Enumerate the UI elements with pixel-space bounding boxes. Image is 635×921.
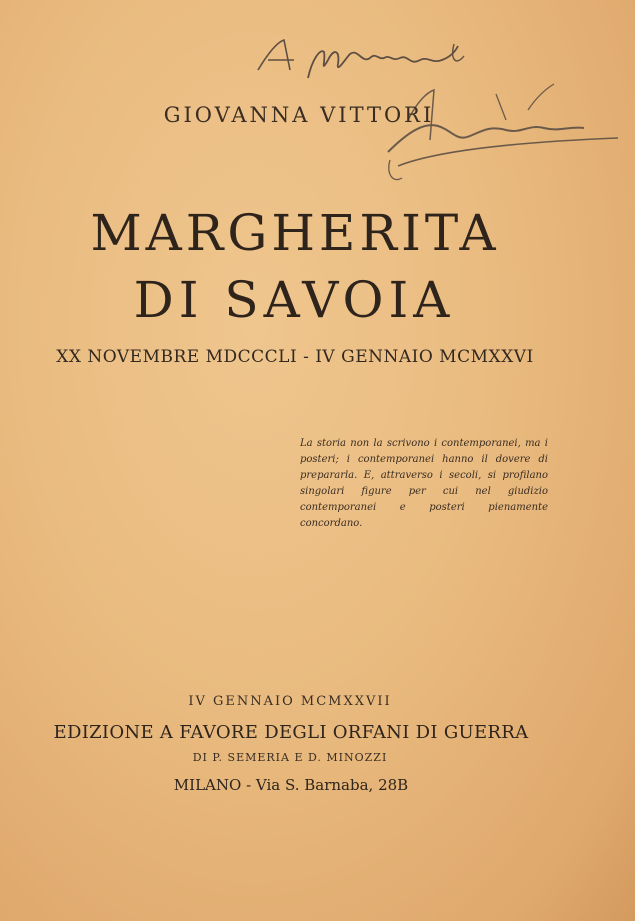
publisher-address: MILANO - Via S. Barnaba, 28B: [173, 776, 409, 794]
epigraph: La storia non la scrivono i contemporanei, ma i posteri; i contemporanei hanno il dovere di prepararla. E, attraverso i secoli, si profilano singolari figure per cui nel giudizio contemporanei e posteri pienamente concordano.: [300, 438, 548, 529]
handwritten-signature: [378, 80, 628, 195]
author-name: GIOVANNA VITTORI: [163, 103, 435, 127]
title-line-2: DI SAVOIA: [133, 271, 455, 329]
title-line-1: MARGHERITA: [90, 204, 500, 262]
subtitle-dates: XX NOVEMBRE MDCCCLI - IV GENNAIO MCMXXVI: [56, 347, 534, 367]
publication-date: IV GENNAIO MCMXXVII: [188, 694, 392, 709]
edition-note: EDIZIONE A FAVORE DEGLI ORFANI DI GUERRA: [53, 722, 529, 743]
editors: DI P. SEMERIA E D. MINOZZI: [192, 751, 388, 764]
